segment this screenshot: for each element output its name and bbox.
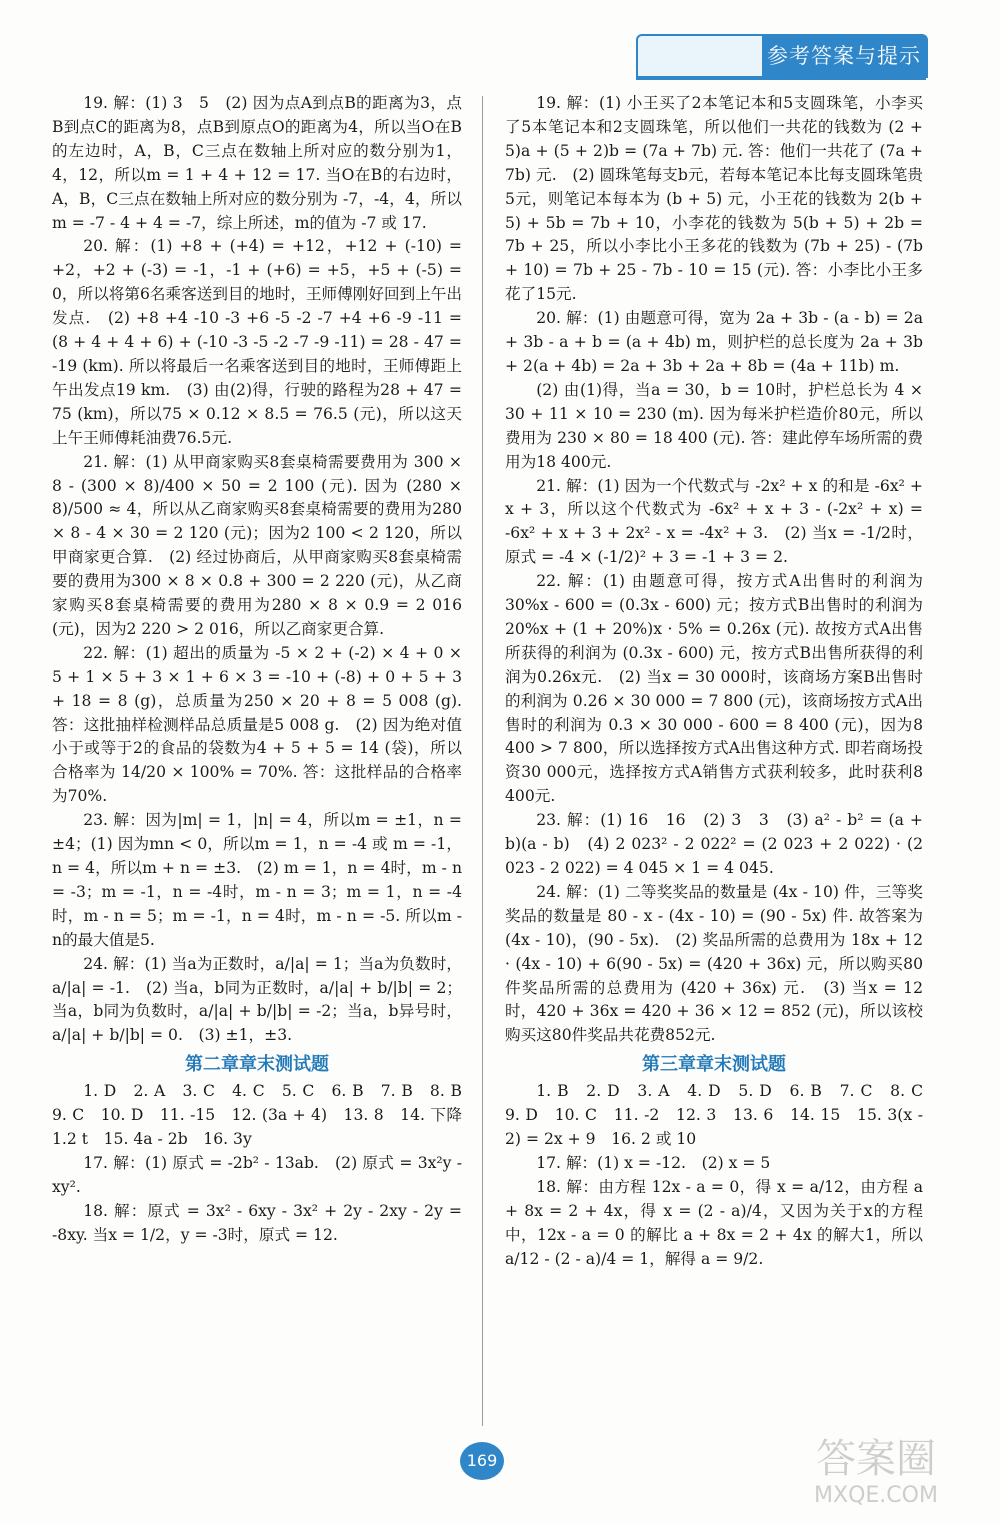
answer-24-r: 24. 解：(1) 二等奖奖品的数量是 (4x - 10) 件，三等奖奖品的数量是 80 - x - (4x - 10) = (90 - 5x) 件. 故答案为 (4x - 10)，(90 - 5x). (2) 奖品所需的总费用为 18x + 12 · (4x - 10) + 6(90 - 5x) = (420 + 36x) 元，所以购买80件奖品所需的总费用为 (420 + 36x) 元. (3) 当x = 12时，420 + 36x = 420 + 36 × 12 = 852 (元)，所以该校购买这80件奖品共花费852元.	[505, 882, 928, 1045]
answer-24: 24. 解：(1) 当a为正数时，a/|a| = 1；当a为负数时，a/|a| = -1. (2) 当a，b同为正数时，a/|a| + b/|b| = 2；当a，b同为负数时，a/|a| + b/|b| = -2；当a，b异号时，a/|a| + b/|b| = 0. (3) ±1，±3.	[52, 954, 462, 1045]
answer-21-r: 21. 解：(1) 因为一个代数式与 -2x² + x 的和是 -6x² + x + 3，所以这个代数式为 -6x² + x + 3 - (-2x² + x) = -6x² + x + 3 + 2x² - x = -4x² + 3. (2) 当x = -1/2时，原式 = -4 × (-1/2)² + 3 = -1 + 3 = 2.	[505, 476, 928, 567]
header-label: 参考答案与提示	[762, 34, 926, 78]
watermark-site: MXQE.COM	[814, 1483, 938, 1508]
watermark-text: 答案圈	[816, 1436, 936, 1482]
page-number: 169	[460, 1442, 504, 1480]
header-underline	[636, 76, 926, 80]
answer-18-ch2: 18. 解：原式 = 3x² - 6xy - 3x² + 2y - 2xy - 2y = -8xy. 当x = 1/2，y = -3时，原式 = 12.	[52, 1201, 467, 1244]
answer-22-r: 22. 解：(1) 由题意可得，按方式A出售时的利润为 30%x - 600 = (0.3x - 600) 元；按方式B出售时的利润为 20%x + (1 + 20%)x · 5% = 0.26x (元). 故按方式A出售所获得的利润为 (0.3x - 600) 元，按方式B出售所获得的利润为0.26x元. (2) 当x = 30 000时，该商场方案B出售时的利润为 0.26 × 30 000 = 7 800 (元)，该商场按方式A出售时的利润为 0.3 × 30 000 - 600 = 8 400 (元)，因为8 400 > 7 800，所以选择按方式A出售这种方式. 即若商场投资30 000元，选择按方式A销售方式获利较多，此时获利8 400元.	[505, 572, 928, 806]
left-column	[52, 92, 478, 1248]
answer-18-ch3: 18. 解：由方程 12x - a = 0，得 x = a/12，由方程 a + 8x = 2 + 4x，得 x = (2 - a)/4，又因为关于x的方程中，12x - a = 0 的解比 a + 8x = 2 + 4x 的解大1，所以 a/12 - (2 - a)/4 = 1，解得 a = 9/2.	[505, 1177, 928, 1268]
answer-17-ch3: 17. 解：(1) x = -12. (2) x = 5	[536, 1153, 771, 1172]
answer-20-r-part2: (2) 由(1)得，当a = 30，b = 10时，护栏总长为 4 × 30 + 11 × 10 = 230 (m). 因为每米护栏造价80元，所以费用为 230 × 80 = 18 400 (元). 答：建此停车场所需的费用为18 400元.	[505, 380, 928, 471]
section-title-chapter-3: 第三章章末测试题	[642, 1054, 786, 1076]
answer-20: 20. 解：(1) +8 + (+4) = +12，+12 + (-10) = +2，+2 + (-3) = -1，-1 + (+6) = +5，+5 + (-5) = 0，所以将第6名乘客送到目的地时，王师傅刚好回到上午出发点. (2) +8 +4 -10 -3 +6 -5 -2 -7 +4 +6 -9 -11 = (8 + 4 + 4 + 6) + (-10 -3 -5 -2 -7 -9 -11) = 28 - 47 = -19 (km). 所以将最后一名乘客送到目的地时，王师傅距上午出发点19 km. (3) 由(2)得，行驶的路程为28 + 47 = 75 (km)，所以75 × 0.12 × 8.5 = 76.5 (元)，所以这天上午王师傅耗油费76.5元.	[52, 237, 467, 447]
answer-21: 21. 解：(1) 从甲商家购买8套桌椅需要费用为 300 × 8 - (300 × 8)/400 × 50 = 2 100 (元). 因为 (280 × 8)/500 ≈ 4，所以从乙商家购买8套桌椅需要的费用为280 × 8 - 4 × 30 = 2 120 (元)；因为2 100 < 2 120，所以甲商家更合算. (2) 经过协商后，从甲商家购买8套桌椅需要的费用为300 × 8 × 0.8 + 300 = 2 220 (元)，从乙商家购买8套桌椅需要的费用为280 × 8 × 0.9 = 2 016 (元)，因为2 220 > 2 016，所以乙商家更合算.	[52, 452, 467, 638]
answer-23: 23. 解：因为|m| = 1，|n| = 4，所以m = ±1，n = ±4；(1) 因为mn < 0，所以m = 1，n = -4 或 m = -1，n = 4，所以m + n = ±3. (2) m = 1，n = 4时，m - n = -3；m = -1，n = -4时，m - n = 3；m = 1，n = -4时，m - n = 5；m = -1，n = 4时，m - n = -5. 所以m - n的最大值是5.	[52, 811, 467, 949]
right-column	[505, 92, 939, 1272]
answer-17-ch2: 17. 解：(1) 原式 = -2b² - 13ab. (2) 原式 = 3x²y - xy².	[52, 1153, 467, 1196]
column-divider	[482, 96, 483, 1426]
section-title-chapter-2: 第二章章末测试题	[185, 1054, 329, 1076]
answer-22: 22. 解：(1) 超出的质量为 -5 × 2 + (-2) × 4 + 0 × 5 + 1 × 5 + 3 × 1 + 6 × 3 = -10 + (-8) + 0 + 5 + 3 + 18 = 8 (g)，总质量为250 × 20 + 8 = 5 008 (g). 答：这批抽样检测样品总质量是5 008 g. (2) 因为绝对值小于或等于2的食品的袋数为4 + 5 + 5 = 14 (袋)，所以合格率为 14/20 × 100% = 70%. 答：这批样品的合格率为70%.	[52, 643, 467, 806]
answer-19: 19. 解：(1) 3 5 (2) 因为点A到点B的距离为3，点B到点C的距离为8，点B到原点O的距离为4，所以当O在B的左边时，A，B，C三点在数轴上所对应的数分别为1，4，12，所以m = 1 + 4 + 12 = 17. 当O在B的右边时，A，B，C三点在数轴上所对应的数分别为 -7，-4，4，所以m = -7 - 4 + 4 = -7，综上所述，m的值为 -7 或 17.	[52, 94, 462, 232]
answer-19-r: 19. 解：(1) 小王买了2本笔记本和5支圆珠笔，小李买了5本笔记本和2支圆珠笔，所以他们一共花的钱数为 (2 + 5)a + (5 + 2)b = (7a + 7b) 元. 答：他们一共花了 (7a + 7b) 元. (2) 圆珠笔每支b元，若每本笔记本比每支圆珠笔贵5元，则笔记本每本为 (b + 5) 元，小王花的钱数为 2(b + 5) + 5b = 7b + 10，小李花的钱数为 5(b + 5) + 2b = 7b + 25，所以小李比小王多花的钱数为 (7b + 25) - (7b + 10) = 7b + 25 - 7b - 10 = 15 (元). 答：小李比小王多花了15元.	[505, 94, 928, 304]
answer-23-r: 23. 解：(1) 16 16 (2) 3 3 (3) a² - b² = (a + b)(a - b) (4) 2 023² - 2 022² = (2 023 + 2 022) · (2 023 - 2 022) = 4 045 × 1 = 4 045.	[505, 811, 928, 877]
answer-20-r: 20. 解：(1) 由题意可得，宽为 2a + 3b - (a - b) = 2a + 3b - a + b = (a + 4b) m，则护栏的总长度为 2a + 3b + 2(a + 4b) = 2a + 3b + 2a + 8b = (4a + 11b) m.	[505, 309, 928, 375]
answer-choices-ch2: 1. D 2. A 3. C 4. C 5. C 6. B 7. B 8. B 9. C 10. D 11. -15 12. (3a + 4) 13. 8 14. 下降1.2 t 15. 4a - 2b 16. 3y	[52, 1082, 478, 1149]
watermark-logo	[776, 1420, 976, 1510]
answer-choices-ch3: 1. B 2. D 3. A 4. D 5. D 6. B 7. C 8. C 9. D 10. C 11. -2 12. 3 13. 6 14. 15 15. 3(x - 2) = 2x + 9 16. 2 或 10	[505, 1082, 939, 1149]
